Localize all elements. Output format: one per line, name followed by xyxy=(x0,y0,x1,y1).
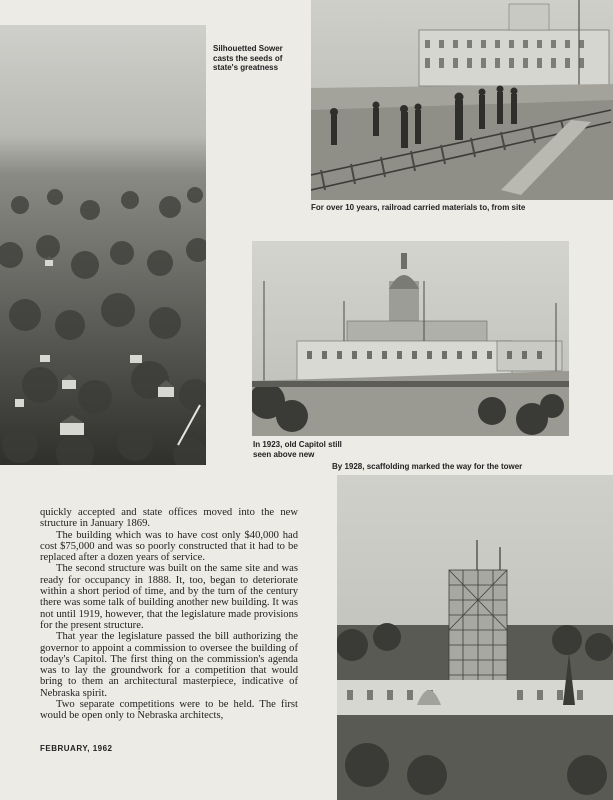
railroad-construction-photo xyxy=(311,0,613,200)
caption-old-capitol: In 1923, old Capitol still seen above new xyxy=(253,440,342,459)
article-body xyxy=(40,507,298,722)
article-paragraph: The building which was to have cost only $40,000 had cost $75,000 and was so poorly constructed that it had to be replaced after a dozen years of service. xyxy=(40,529,298,564)
old-capitol-photo xyxy=(252,241,569,436)
article-paragraph: That year the legislature passed the bill authorizing the governor to appoint a commission to oversee the building of today's Capitol. The first thing on the commission's agenda was to lay the groundwork for a competition that would bring to them an architectural masterpiece, indicative of Nebraska spirit. xyxy=(40,631,298,699)
article-paragraph: Two separate competitions were to be held. The first would be open only to Nebraska architects, xyxy=(40,699,298,722)
tower-scaffolding-photo xyxy=(337,475,613,800)
caption-sower: Silhouetted Sower casts the seeds of state's greatness xyxy=(213,44,283,72)
article-paragraph: The second structure was built on the same site and was ready for occupancy in 1888. It, too, began to deteriorate within a short period of time, and by the turn of the century there was some talk of building another new building. It was not until 1919, however, that the legislature made provisions for the present structure. xyxy=(40,563,298,631)
caption-scaffolding: By 1928, scaffolding marked the way for the tower xyxy=(332,462,523,471)
caption-railroad: For over 10 years, railroad carried materials to, from site xyxy=(311,203,526,212)
aerial-city-photo xyxy=(0,25,206,465)
issue-date-footer: FEBRUARY, 1962 xyxy=(40,744,113,753)
article-paragraph: quickly accepted and state offices moved into the new structure in January 1869. xyxy=(40,507,298,530)
